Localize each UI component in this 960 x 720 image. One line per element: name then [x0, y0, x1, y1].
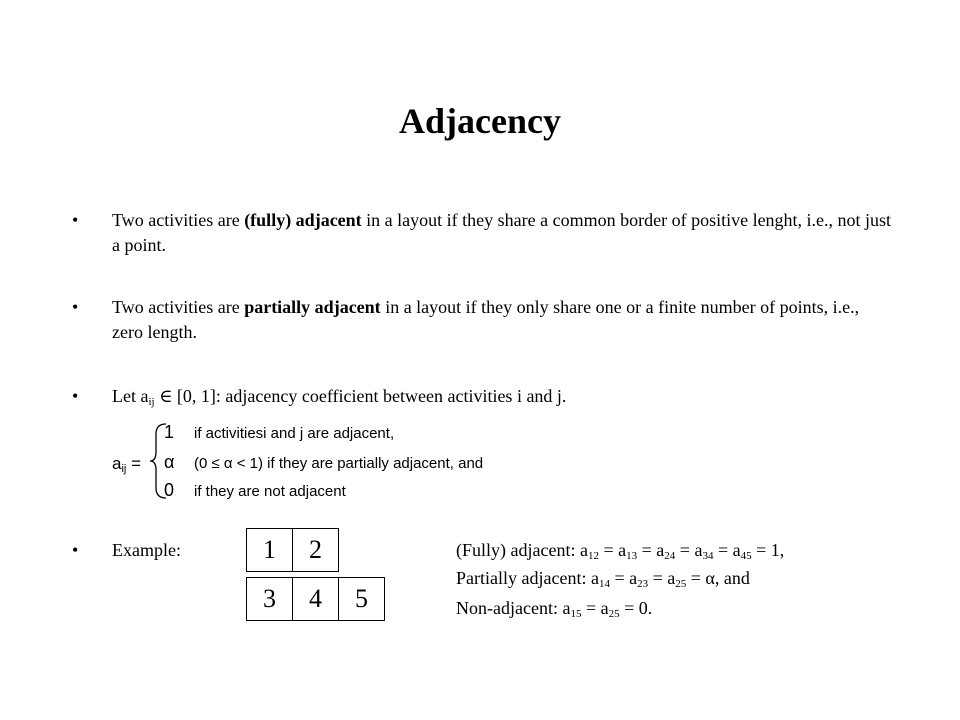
subscript: 23 — [637, 578, 649, 590]
bullet-text-part: ∈ [0, 1]: adjacency coefficient between activities i and j. — [154, 386, 567, 406]
coef-symbol: a — [600, 598, 609, 618]
statement-part: = — [581, 598, 601, 618]
bullet-text-part: Let a — [112, 386, 149, 406]
subscript: 14 — [598, 578, 610, 590]
grid-cell-5: 5 — [338, 577, 385, 621]
statement-prefix: Partially adjacent: — [456, 568, 591, 588]
formula-condition: if they are not adjacent — [194, 483, 346, 500]
coef-symbol: a — [667, 568, 676, 588]
bullet-partially-adjacent — [72, 295, 892, 345]
statement-part: = α, and — [686, 568, 750, 588]
grid-cell-4: 4 — [292, 577, 339, 621]
coef-symbol: a — [694, 540, 703, 560]
bullet-text-part: in a layout if they only share one or a finite number of points, i.e., zero length. — [112, 297, 860, 342]
statement-part: = — [713, 540, 733, 560]
coef-symbol: a — [629, 568, 638, 588]
coef-symbol: a — [618, 540, 627, 560]
term-partially-adjacent: partially adjacent — [244, 297, 381, 317]
formula-row — [164, 480, 346, 501]
grid-cell-3: 3 — [246, 577, 293, 621]
subscript: ij — [148, 396, 155, 408]
bullet-text-part: Two activities are — [112, 297, 245, 317]
statement-part: = 0. — [619, 598, 653, 618]
statement-prefix: (Fully) adjacent: — [456, 540, 580, 560]
bullet-text — [112, 384, 892, 409]
subscript: 25 — [608, 608, 620, 620]
subscript: 45 — [740, 550, 752, 562]
subscript: ij — [121, 463, 127, 475]
statement-part: = — [637, 540, 657, 560]
term-fully-adjacent: (fully) adjacent — [244, 210, 362, 230]
formula-value: 1 — [164, 422, 175, 442]
fully-adjacent-statement — [456, 538, 784, 562]
formula-lhs-symbol: a — [112, 454, 122, 473]
formula-row — [164, 422, 394, 443]
subscript: 13 — [626, 550, 638, 562]
formula-condition: (0 ≤ α < 1) if they are partially adjacent, and — [194, 455, 484, 472]
statement-prefix: Non-adjacent: — [456, 598, 563, 618]
statement-part: = — [598, 540, 619, 560]
coef-symbol: a — [562, 598, 571, 618]
coef-symbol: a — [732, 540, 741, 560]
coef-symbol: a — [590, 568, 599, 588]
non-adjacent-statement — [456, 596, 652, 620]
example-label: Example: — [112, 540, 181, 560]
subscript: 24 — [664, 550, 676, 562]
bullet-marker: • — [72, 297, 79, 317]
bullet-let-aij — [72, 384, 892, 409]
formula-equals: = — [126, 454, 142, 473]
grid-cell-2: 2 — [292, 528, 339, 572]
subscript: 34 — [702, 550, 714, 562]
bullet-text-part: Two activities are — [112, 210, 245, 230]
bullet-text — [112, 208, 892, 258]
formula-value: α — [164, 452, 175, 472]
statement-part: = — [609, 568, 630, 588]
curly-brace-icon — [112, 420, 172, 502]
statement-part: = — [675, 540, 695, 560]
bullet-text — [112, 295, 892, 345]
bullet-fully-adjacent — [72, 208, 892, 258]
subscript: 12 — [587, 550, 599, 562]
grid-cell-1: 1 — [246, 528, 293, 572]
coef-symbol: a — [579, 540, 588, 560]
slide-title: Adjacency — [399, 101, 561, 141]
statement-part: = — [648, 568, 668, 588]
formula-value: 0 — [164, 480, 175, 500]
bullet-marker: • — [72, 210, 79, 230]
partially-adjacent-statement — [456, 566, 750, 590]
adjacency-formula — [112, 420, 572, 500]
subscript: 15 — [570, 608, 582, 620]
subscript: 25 — [675, 578, 687, 590]
bullet-example — [72, 538, 272, 563]
bullet-marker: • — [72, 540, 79, 560]
bullet-marker: • — [72, 386, 79, 406]
statement-part: = 1, — [751, 540, 785, 560]
bullet-text-part: in a layout if they share a common border of positive lenght, i.e., not just a point. — [112, 210, 892, 255]
formula-row — [164, 452, 483, 473]
coef-symbol: a — [656, 540, 665, 560]
formula-condition: if activitiesi and j are adjacent, — [194, 425, 395, 442]
